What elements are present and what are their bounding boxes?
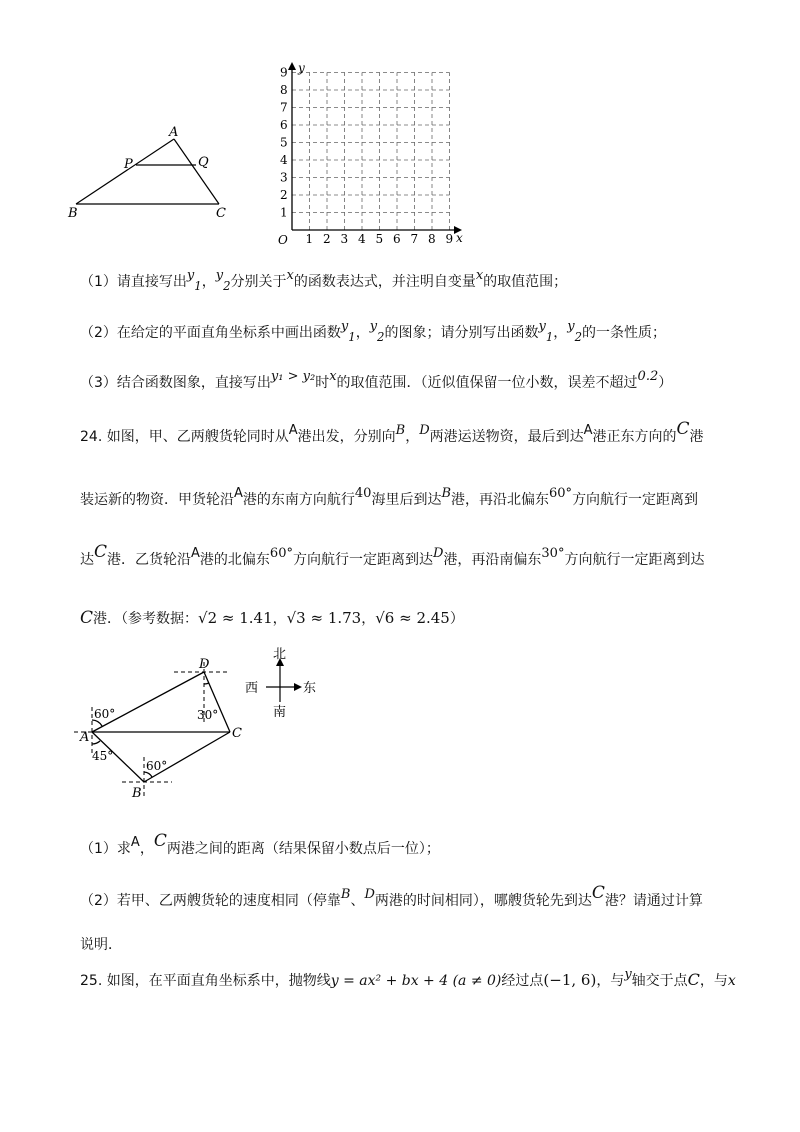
x-tick-label: 7 bbox=[410, 232, 419, 246]
label-q: Q bbox=[198, 155, 209, 170]
label-a: A bbox=[169, 125, 179, 140]
triangle-figure bbox=[66, 124, 236, 224]
y-axis-label: y bbox=[298, 61, 305, 75]
x-tick-label: 3 bbox=[340, 232, 349, 246]
x-tick-label: 2 bbox=[323, 232, 331, 246]
q23-part3: （3）结合函数图象，直接写出y₁ > y₂时x的取值范围．（近似值保留一位小数，误差不超过0.2） bbox=[80, 369, 673, 391]
label-c: C bbox=[216, 206, 226, 221]
y-tick-label: 2 bbox=[280, 188, 288, 202]
y-tick-label: 1 bbox=[280, 205, 288, 220]
compass-west: 西 bbox=[245, 681, 259, 696]
x-tick-label: 4 bbox=[358, 232, 366, 246]
label-a2: A bbox=[80, 730, 90, 745]
q23-part1: （1）请直接写出$y_1$，$y_2$分别关于x的函数表达式，并注明自变量x的取值范围； bbox=[80, 268, 568, 293]
x-tick-labels bbox=[306, 232, 454, 246]
compass-east: 东 bbox=[303, 681, 317, 696]
x-tick-label: 6 bbox=[393, 232, 401, 246]
q24-sub2-cont: 说明． bbox=[80, 937, 122, 953]
angle-30: 30° bbox=[197, 708, 219, 722]
label-d: D bbox=[199, 657, 210, 672]
y-tick-labels bbox=[280, 66, 288, 220]
q24-line2: 装运新的物资．甲货轮沿A港的东南方向航行40海里后到达B港，再沿北偏东60°方向航行一定距离到 bbox=[80, 486, 699, 508]
compass-south: 南 bbox=[273, 705, 287, 720]
angle-60-b: 60° bbox=[146, 759, 168, 773]
q24-line3: 达C港．乙货轮沿A港的北偏东60°方向航行一定距离到达D港，再沿南偏东30°方向航行一定距离到达 bbox=[80, 542, 705, 568]
x-tick-label: 1 bbox=[305, 232, 314, 246]
x-axis-label: x bbox=[456, 231, 463, 245]
y-tick-label: 3 bbox=[280, 170, 288, 185]
x-tick-label: 9 bbox=[445, 232, 454, 246]
origin-label: O bbox=[278, 233, 288, 247]
y-tick-label: 5 bbox=[280, 135, 288, 150]
q24-sub1: （1）求A，C两港之间的距离（结果保留小数点后一位）； bbox=[80, 831, 440, 857]
angle-60-a: 60° bbox=[94, 707, 116, 721]
x-tick-label: 8 bbox=[428, 232, 436, 246]
y-tick-label: 4 bbox=[280, 153, 288, 167]
y-tick-label: 9 bbox=[280, 65, 288, 80]
compass-north: 北 bbox=[273, 647, 287, 662]
y-tick-label: 6 bbox=[280, 118, 288, 132]
label-c2: C bbox=[232, 726, 242, 741]
y-tick-label: 8 bbox=[280, 83, 288, 97]
label-b: B bbox=[68, 206, 78, 221]
q24-line1: 24. 如图，甲、乙两艘货轮同时从A港出发，分别向B，D两港运送物资，最后到达A港正东方向的C港 bbox=[80, 419, 704, 445]
compass-figure bbox=[240, 645, 330, 720]
coordinate-grid bbox=[270, 60, 470, 250]
q25-line1: 25. 如图，在平面直角坐标系中，抛物线y = ax² + bx + 4 (a ≠ 0)经过点(−1, 6)，与y轴交于点C，与x bbox=[80, 967, 736, 989]
y-tick-label: 7 bbox=[280, 100, 288, 115]
x-tick-label: 5 bbox=[375, 232, 384, 246]
q24-line4: C港．（参考数据：√2 ≈ 1.41，√3 ≈ 1.73，√6 ≈ 2.45） bbox=[80, 608, 464, 628]
grid-lines bbox=[292, 73, 450, 231]
label-b2: B bbox=[132, 786, 142, 801]
q23-part2: （2）在给定的平面直角坐标系中画出函数$y_1$，$y_2$的图象；请分别写出函数$y_1$，$y_2$的一条性质； bbox=[80, 319, 667, 344]
label-p: P bbox=[124, 157, 133, 172]
q24-sub2: （2）若甲、乙两艘货轮的速度相同（停靠B、D两港的时间相同），哪艘货轮先到达C港？请通过计算 bbox=[80, 883, 703, 909]
angle-45: 45° bbox=[92, 749, 114, 763]
